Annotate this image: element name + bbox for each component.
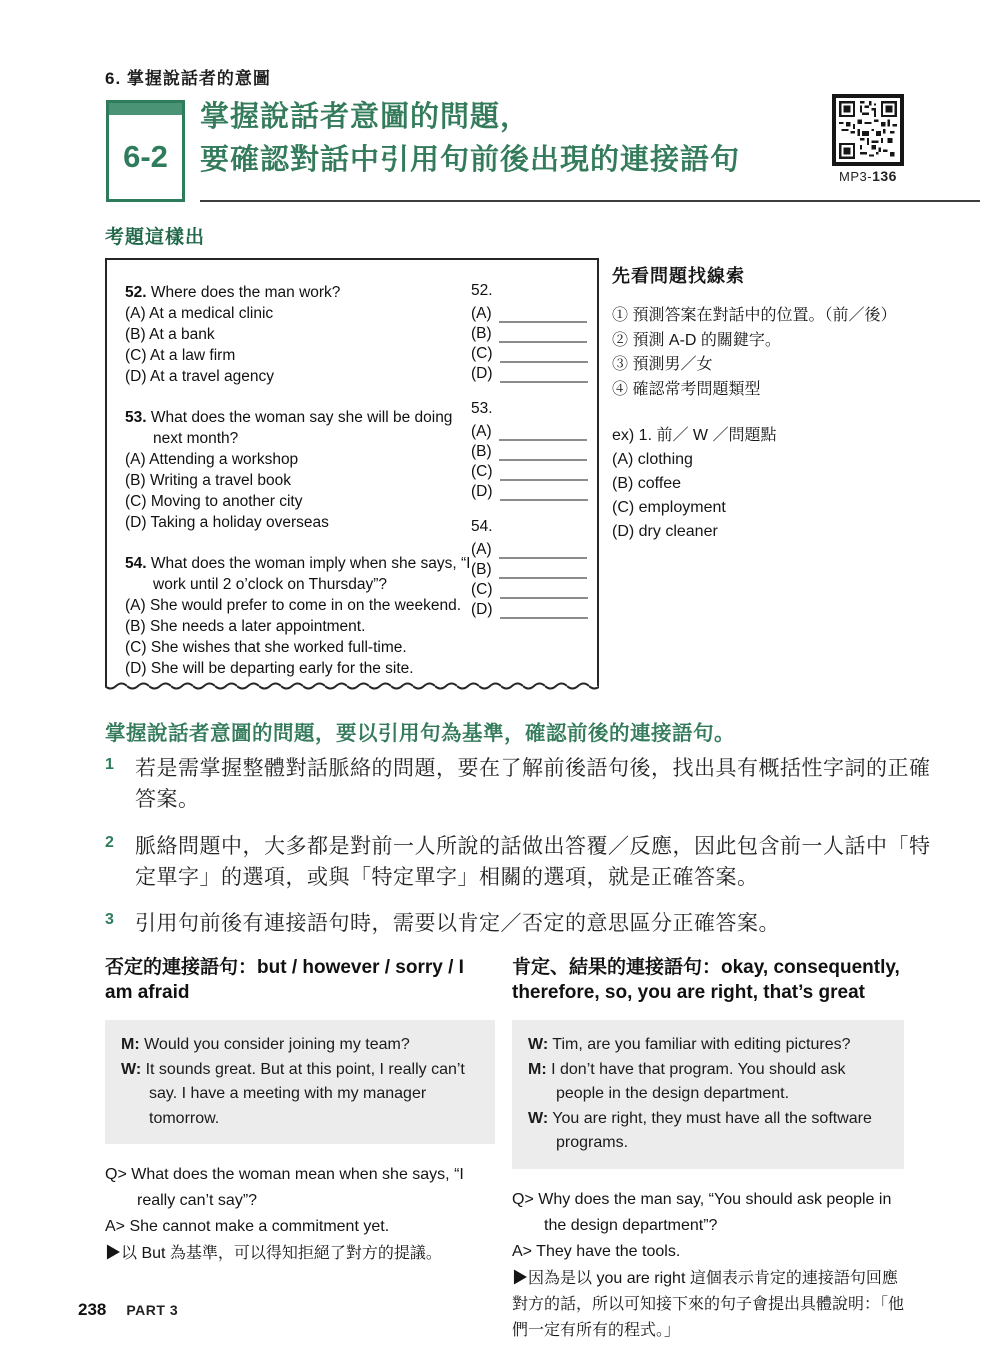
question-answer-block — [512, 1187, 904, 1344]
chapter-header: 6. 掌握說話者的意圖 — [105, 69, 271, 88]
question-column — [125, 282, 475, 699]
mp3-number: 136 — [872, 168, 897, 184]
question-option: (B) Writing a travel book — [125, 472, 291, 489]
qa-note: ▶以 But 為基準，可以得知拒絕了對方的提議。 — [105, 1245, 442, 1262]
answer-blank-line — [500, 467, 588, 481]
qr-code-icon — [832, 94, 904, 166]
qa-note: ▶因為是以 you are right 這個表示肯定的連接語句回應對方的話，所以可知接下來的句子會提出具體說明：「他們一定有所有的程式。」 — [512, 1269, 905, 1339]
question-answer-block — [105, 1162, 495, 1267]
point-number: 3 — [105, 911, 114, 928]
dialogue-box — [512, 1020, 904, 1169]
clue-example-option: (B) coffee — [612, 475, 682, 492]
exam-section-heading: 考題這樣出 — [105, 227, 206, 248]
question-number: 54. — [125, 555, 147, 572]
point-text: 引用句前後有連接語句時，需要以肯定／否定的意思區分正確答案。 — [135, 911, 780, 935]
answer-number: 52. — [471, 282, 493, 299]
dialogue-line: W: It sounds great. But at this point, I really can’t say. I have a meeting with my manager tomorrow. — [121, 1060, 465, 1127]
question-option: (D) At a travel agency — [125, 368, 275, 385]
dialogue-line: W: Tim, are you familiar with editing pictures? — [528, 1036, 851, 1053]
dialogue-line: W: You are right, they must have all the software programs. — [528, 1109, 872, 1151]
page-footer — [78, 1300, 178, 1320]
dialogue-box — [105, 1020, 495, 1144]
question-text: 54. What does the woman imply when she says, “I work until 2 o’clock on Thursday”? — [125, 555, 471, 593]
point-number: 2 — [105, 834, 114, 851]
answer-row: (A) — [471, 303, 593, 323]
strategy-point-3 — [105, 908, 940, 939]
mp3-track-label — [831, 168, 905, 184]
answer-row: (B) — [471, 441, 593, 461]
question-option: (C) At a law firm — [125, 347, 236, 364]
speaker-label: W: — [121, 1060, 142, 1078]
question-text: 52. Where does the man work? — [125, 284, 341, 301]
page-title-line2: 要確認對話中引用句前後出現的連接語句 — [200, 144, 741, 176]
mp3-prefix: MP3- — [839, 169, 873, 184]
answer-number: 53. — [471, 400, 493, 417]
point-number: 1 — [105, 756, 114, 773]
answer-row: (A) — [471, 539, 593, 559]
answer-row: (B) — [471, 559, 593, 579]
strategy-point-1 — [105, 753, 940, 815]
question-52 — [125, 282, 475, 387]
unit-badge — [106, 100, 185, 202]
question-option: (A) Attending a workshop — [125, 451, 299, 468]
answer-row: (A) — [471, 421, 593, 441]
answer-sheet-column — [471, 282, 593, 636]
answer-row: (C) — [471, 579, 593, 599]
clue-step: ④ 確認常考問題類型 — [612, 380, 761, 398]
clue-example-label: ex) 1. 前／ W ／問題點 — [612, 427, 777, 444]
negative-connective-heading: 否定的連接語句：but / however / sorry / I am afraid — [105, 957, 464, 1003]
qa-answer: A> She cannot make a commitment yet. — [105, 1218, 390, 1235]
question-option: (B) She needs a later appointment. — [125, 618, 366, 635]
question-number: 52. — [125, 284, 147, 301]
answer-blank-line — [500, 369, 588, 383]
question-text: 53. What does the woman say she will be doing next month? — [125, 409, 453, 447]
speaker-label: M: — [528, 1060, 547, 1078]
torn-edge-wave — [105, 682, 599, 691]
answer-blank-line — [499, 329, 587, 343]
point-text: 若是需掌握整體對話脈絡的問題，要在了解前後語句後，找出具有概括性字詞的正確答案。 — [135, 756, 931, 811]
answer-group-53 — [471, 400, 593, 501]
answer-blank-line — [499, 447, 587, 461]
qr-code-block — [831, 94, 905, 184]
question-54 — [125, 553, 475, 679]
dialogue-line: M: Would you consider joining my team? — [121, 1036, 410, 1053]
speaker-label: W: — [528, 1036, 549, 1053]
question-option: (C) Moving to another city — [125, 493, 303, 510]
question-number: 53. — [125, 409, 147, 426]
answer-row: (D) — [471, 481, 593, 501]
clue-example-option: (D) dry cleaner — [612, 523, 718, 540]
sample-question-box — [105, 258, 599, 686]
answer-blank-line — [499, 309, 587, 323]
strategy-point-2 — [105, 831, 940, 893]
clue-heading: 先看問題找線索 — [612, 266, 745, 286]
answer-blank-line — [499, 565, 587, 579]
clue-step: ③ 預測男／女 — [612, 356, 713, 373]
answer-row: (D) — [471, 599, 593, 619]
answer-group-52 — [471, 282, 593, 383]
qa-question: Q> What does the woman mean when she says, “I really can’t say”? — [105, 1166, 464, 1209]
part-label: PART 3 — [126, 1302, 179, 1318]
answer-blank-line — [500, 585, 588, 599]
answer-row: (B) — [471, 323, 593, 343]
answer-group-54 — [471, 518, 593, 619]
title-divider — [200, 200, 980, 202]
unit-badge-strip — [109, 103, 182, 115]
positive-connective-heading: 肯定、結果的連接語句：okay, consequently, therefore, so, you are right, that’s great — [512, 957, 900, 1003]
answer-row: (C) — [471, 343, 593, 363]
question-option: (A) At a medical clinic — [125, 305, 274, 322]
point-text: 脈絡問題中，大多都是對前一人所說的話做出答覆／反應，因此包含前一人話中「特定單字」的選項，或與「特定單字」相關的選項，就是正確答案。 — [135, 834, 931, 889]
answer-blank-line — [500, 605, 588, 619]
answer-blank-line — [499, 545, 587, 559]
answer-row: (D) — [471, 363, 593, 383]
question-53 — [125, 407, 475, 533]
answer-row: (C) — [471, 461, 593, 481]
question-option: (A) She would prefer to come in on the weekend. — [125, 597, 462, 614]
clue-step: ① 預測答案在對話中的位置。（前／後） — [612, 307, 897, 324]
question-option: (D) Taking a holiday overseas — [125, 514, 329, 531]
unit-badge-number: 6-2 — [123, 139, 168, 174]
answer-blank-line — [500, 487, 588, 501]
qa-question: Q> Why does the man say, “You should ask people in the design department”? — [512, 1190, 892, 1234]
positive-connective-column — [512, 955, 904, 1344]
speaker-label: W: — [528, 1109, 549, 1127]
clue-example-option: (A) clothing — [612, 451, 693, 468]
answer-number: 54. — [471, 518, 493, 535]
question-option: (D) She will be departing early for the site. — [125, 660, 414, 677]
page-title — [200, 96, 740, 182]
negative-connective-column — [105, 955, 495, 1267]
answer-blank-line — [500, 349, 588, 363]
strategy-heading: 掌握說話者意圖的問題，要以引用句為基準，確認前後的連接語句。 — [105, 722, 735, 745]
page-title-line1: 掌握說話者意圖的問題， — [200, 101, 531, 133]
qa-answer: A> They have the tools. — [512, 1242, 681, 1260]
answer-blank-line — [499, 427, 587, 441]
question-option: (B) At a bank — [125, 326, 215, 343]
clue-example-option: (C) employment — [612, 499, 726, 516]
clue-step: ② 預測 A-D 的關鍵字。 — [612, 331, 781, 349]
page-number: 238 — [78, 1300, 107, 1319]
question-option: (C) She wishes that she worked full-time. — [125, 639, 407, 656]
clue-sidebar — [612, 262, 984, 544]
dialogue-line: M: I don’t have that program. You should ask people in the design department. — [528, 1060, 846, 1102]
speaker-label: M: — [121, 1036, 140, 1053]
clue-example — [612, 424, 984, 544]
